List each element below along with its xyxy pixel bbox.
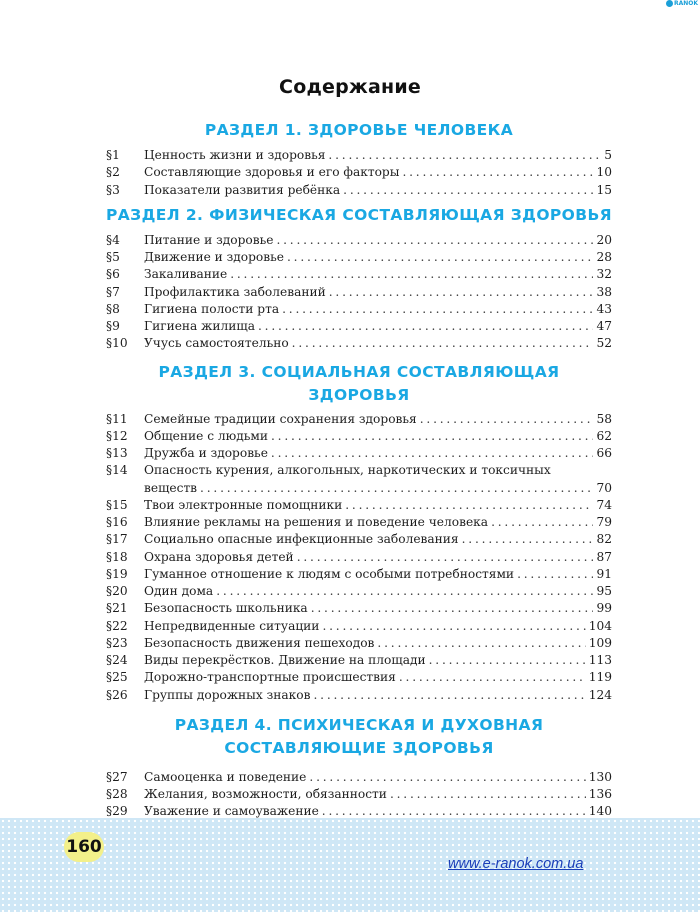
entry-page: 66 [596,446,612,460]
toc-entry[interactable] [106,335,612,352]
entry-number: §25 [106,670,128,685]
dot-leader [292,335,594,352]
section-heading [106,204,612,227]
dot-leader [328,147,601,164]
entry-number: §27 [106,769,128,784]
section-heading-line: РАЗДЕЛ 4. ПСИХИЧЕСКАЯ И ДУХОВНАЯ [174,715,544,734]
entry-page: 113 [588,653,612,667]
table-of-contents [106,114,612,872]
toc-entry[interactable] [106,497,612,514]
toc-entry[interactable] [106,583,612,600]
entry-title: Желания, возможности, обязанности [144,787,387,801]
entry-title: Гигиена жилища [144,319,255,333]
toc-entry[interactable] [106,687,612,704]
entry-title: Один дома [144,584,214,598]
publisher-logo [666,0,698,7]
dot-leader [258,318,594,335]
entry-number: §23 [106,635,128,650]
publisher-url-link[interactable]: www.e-ranok.com.ua [448,856,584,872]
toc-entry[interactable] [106,249,612,266]
entry-number: §12 [106,428,128,443]
toc-entry[interactable] [106,445,612,462]
entry-number: §26 [106,687,128,702]
entry-number: §9 [106,319,120,333]
toc-entry[interactable] [106,428,612,445]
toc-entry[interactable] [106,600,612,617]
entry-title: Профилактика заболеваний [144,284,326,299]
entry-number: §21 [106,601,128,616]
dot-leader [311,600,594,617]
entry-title: Опасность курения, алкогольных, наркотических и токсичных [144,463,551,478]
entry-page: 82 [596,532,612,547]
entry-page: 99 [596,601,612,616]
logo-mark-icon [666,0,673,7]
dot-leader [282,301,593,318]
dot-leader [297,549,594,566]
entry-number: §10 [106,336,128,351]
toc-entry[interactable] [106,514,612,531]
entry-page: 58 [596,411,612,426]
entry-number: §11 [106,411,128,426]
section-heading-line: РАЗДЕЛ 3. СОЦИАЛЬНАЯ СОСТАВЛЯЮЩАЯ ЗДОРОВЬЯ [158,362,560,404]
entry-title: Закаливание [144,267,228,282]
entry-number: §24 [106,653,128,667]
entry-title: Самооценка и поведение [144,769,307,784]
page-number-badge: 160 [64,832,104,862]
toc-entry[interactable] [106,566,612,583]
toc-entry[interactable] [106,549,612,566]
dot-leader [216,583,593,600]
entry-page: 136 [588,787,612,801]
entry-page: 47 [596,319,612,333]
toc-entry[interactable] [106,618,612,635]
dot-leader [462,531,594,548]
dot-leader [271,428,593,445]
entry-title: Семейные традиции сохранения здоровья [144,411,417,426]
entry-page: 119 [588,670,612,685]
entry-title: Социально опасные инфекционные заболевания [144,532,459,547]
dot-leader [322,618,585,635]
section-heading-line: РАЗДЕЛ 1. ЗДОРОВЬЕ ЧЕЛОВЕКА [204,121,514,139]
toc-entry[interactable] [106,182,612,199]
entry-title: Ценность жизни и здоровья [144,148,326,162]
footer-band [0,818,700,912]
page-title: Содержание [279,76,421,98]
entry-page: 109 [588,635,612,650]
entry-title: Учусь самостоятельно [144,336,289,351]
entry-number: §7 [106,284,120,299]
entry-title: Показатели развития ребёнка [144,182,341,197]
toc-entry[interactable] [106,266,612,283]
toc-entry[interactable] [106,669,612,686]
entry-page: 28 [596,250,612,264]
entry-title: Твои электронные помощники [144,497,343,512]
entry-page: 70 [596,480,612,495]
entry-page: 104 [588,618,612,633]
entry-page: 38 [596,284,612,299]
entry-number: §17 [106,532,128,547]
toc-entry[interactable] [106,531,612,548]
entry-number: §20 [106,584,128,598]
entry-title: Непредвиденные ситуации [144,618,320,633]
entry-title: Гуманное отношение к людям с особыми потребностями [144,566,515,581]
entry-page: 79 [596,515,612,529]
entry-page: 15 [596,182,612,197]
entry-page: 74 [596,497,612,512]
entry-title: Дружба и здоровье [144,446,268,460]
toc-entry[interactable] [106,232,612,249]
entry-number: §8 [106,301,120,316]
section-heading-line: СОСТАВЛЯЮЩИЕ ЗДОРОВЬЯ [224,738,494,757]
entry-number: §22 [106,618,128,633]
entry-number: §6 [106,267,120,282]
entry-page: 140 [588,804,612,819]
entry-number: §4 [106,232,120,247]
entry-title: Гигиена полости рта [144,301,280,316]
dot-leader [429,652,586,669]
toc-entry[interactable] [106,164,612,181]
section-heading [106,714,612,760]
entry-number: §5 [106,250,120,264]
toc-entry[interactable] [106,786,612,803]
entry-title: Виды перекрёстков. Движение на площади [144,653,426,667]
dot-leader [309,769,585,786]
entry-title: Составляющие здоровья и его факторы [144,165,400,180]
toc-entry[interactable] [106,147,612,164]
entry-page: 124 [588,687,612,702]
dot-leader [517,566,593,583]
entry-title: Группы дорожных знаков [144,687,311,702]
entry-number: §13 [106,446,128,460]
entry-title: Безопасность школьника [144,601,308,616]
toc-entry[interactable] [106,301,612,318]
entry-number: §1 [106,148,120,162]
dot-leader [287,249,594,266]
entry-title: Питание и здоровье [144,232,274,247]
dot-leader [230,266,593,283]
entry-title-continued: веществ [144,480,198,495]
dot-leader [420,411,594,428]
entry-number: §18 [106,549,128,564]
dot-leader [402,164,593,181]
section-heading [106,119,612,142]
entry-page: 43 [596,301,612,316]
dot-leader [329,284,594,301]
toc-entry[interactable] [106,318,612,335]
toc-entry[interactable] [106,462,612,497]
entry-page: 32 [596,267,612,282]
toc-entry[interactable] [106,769,612,786]
entry-number: §3 [106,182,120,197]
entry-page: 5 [604,148,612,162]
toc-entry[interactable] [106,635,612,652]
entry-page: 62 [596,428,612,443]
entry-title: Дорожно-транспортные происшествия [144,670,396,685]
entry-title: Уважение и самоуважение [144,804,319,819]
section-heading-line: РАЗДЕЛ 2. ФИЗИЧЕСКАЯ СОСТАВЛЯЮЩАЯ ЗДОРОВЬЯ [106,205,612,224]
dot-leader [313,687,585,704]
logo-text: RANOK [673,0,698,7]
entry-number: §29 [106,804,128,819]
entry-number: §14 [106,463,128,478]
section-heading [106,361,612,407]
toc-entry[interactable] [106,652,612,669]
entry-title: Влияние рекламы на решения и поведение человека [144,515,489,529]
entry-page: 91 [596,566,612,581]
dot-leader [343,182,593,199]
dot-leader [345,497,593,514]
entry-title: Движение и здоровье [144,250,284,264]
entry-number: §16 [106,515,128,529]
entry-page: 130 [588,769,612,784]
dot-leader [276,232,593,249]
entry-title: Охрана здоровья детей [144,549,294,564]
dot-leader [271,445,594,462]
entry-page: 10 [596,165,612,180]
entry-page: 87 [596,549,612,564]
toc-entry[interactable] [106,284,612,301]
entry-number: §2 [106,165,120,180]
dot-leader [491,514,593,531]
entry-page: 20 [596,232,612,247]
entry-number: §15 [106,497,128,512]
dot-leader [200,480,593,497]
toc-entry[interactable] [106,411,612,428]
dot-leader [390,786,586,803]
entry-number: §19 [106,566,128,581]
entry-page: 52 [596,336,612,351]
entry-title: Безопасность движения пешеходов [144,635,375,650]
entry-page: 95 [596,584,612,598]
dot-leader [399,669,586,686]
entry-number: §28 [106,787,128,801]
dot-leader [377,635,585,652]
entry-title: Общение с людьми [144,428,268,443]
